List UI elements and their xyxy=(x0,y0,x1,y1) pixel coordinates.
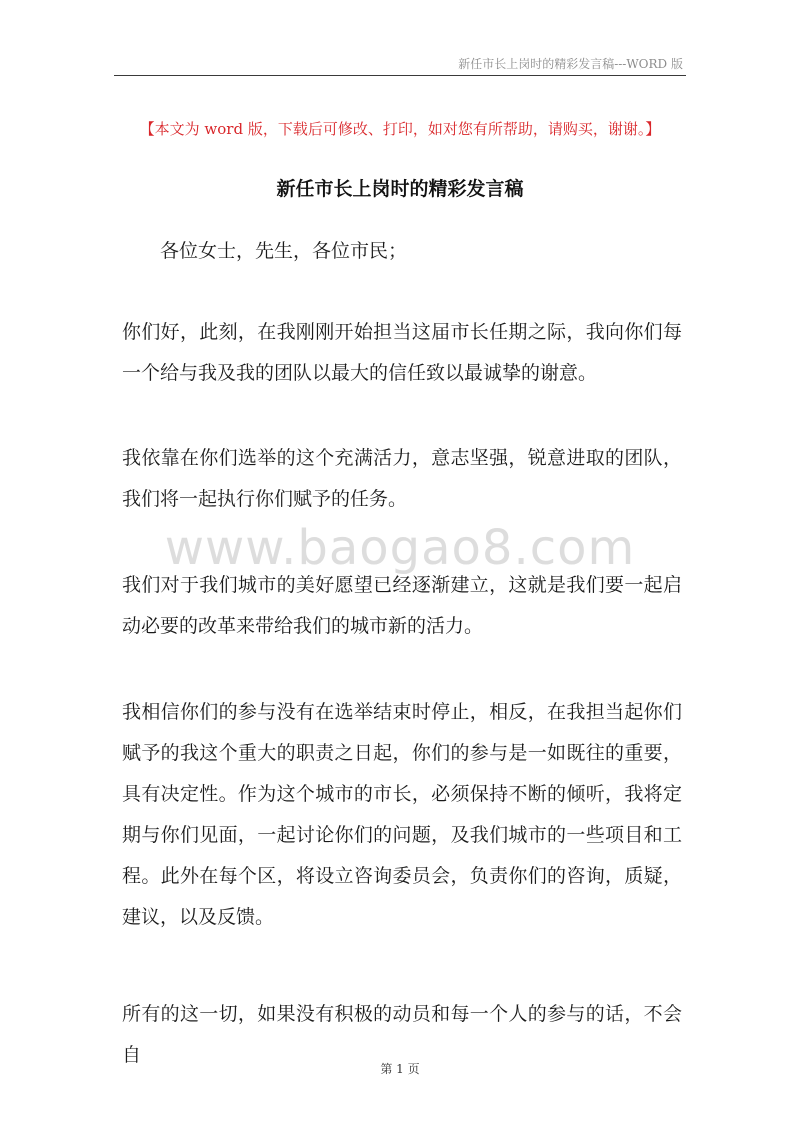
paragraph: 我依靠在你们选举的这个充满活力，意志坚强，锐意进取的团队，我们将一起执行你们赋予的任务。 xyxy=(122,447,682,510)
paragraph: 你们好，此刻，在我刚刚开始担当这届市长任期之际，我向你们每一个给与我及我的团队以最大的信任致以最诚挚的谢意。 xyxy=(122,321,682,384)
running-header: 新任市长上岗时的精彩发言稿---WORD 版 xyxy=(458,57,683,71)
paragraph: 我相信你们的参与没有在选举结束时停止，相反，在我担当起你们赋予的我这个重大的职责之日起，你们的参与是一如既往的重要，具有决定性。作为这个城市的市长，必须保持不断的倾听，我将定期与你们见面，一起讨论你们的问题，及我们城市的一些项目和工程。此外在每个区，将设立咨询委员会，负责你们的咨询，质疑，建议，以及反馈。 xyxy=(122,701,682,928)
page-number: 第 1 页 xyxy=(380,1062,420,1076)
site-watermark: www.baogao8.com xyxy=(164,520,636,576)
paragraph: 我们对于我们城市的美好愿望已经逐渐建立，这就是我们要一起启动必要的改革来带给我们的城市新的活力。 xyxy=(122,574,682,637)
document-title: 新任市长上岗时的精彩发言稿 xyxy=(276,178,524,200)
word-version-notice: 【本文为 word 版，下载后可修改、打印，如对您有所帮助，请购买，谢谢。】 xyxy=(139,120,661,138)
paragraph: 所有的这一切，如果没有积极的动员和每一个人的参与的话，不会自 xyxy=(122,1003,682,1066)
greeting-line: 各位女士，先生，各位市民； xyxy=(160,240,408,262)
header-divider xyxy=(114,75,686,76)
